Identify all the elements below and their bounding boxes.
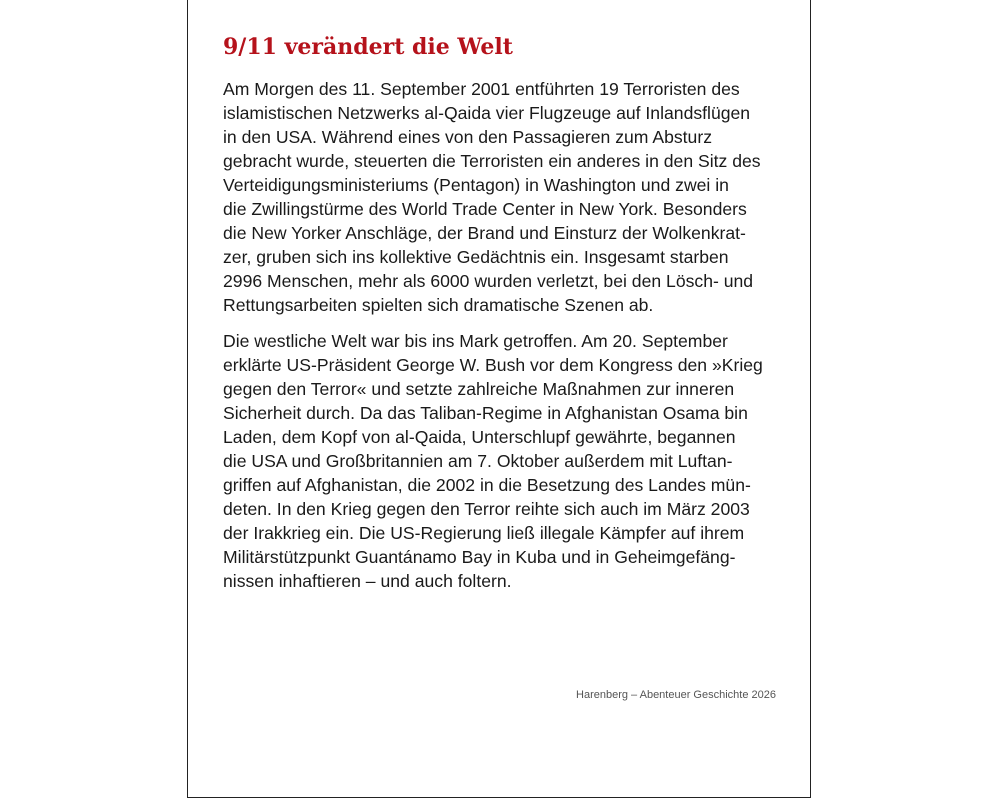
text-line: die Zwillingstürme des World Trade Center in New York. Besonders (223, 199, 747, 219)
page-title: 9/11 verändert die Welt (223, 34, 513, 60)
document-page (187, 0, 811, 798)
text-line: in den USA. Während eines von den Passagieren zum Absturz (223, 127, 712, 147)
text-line: erklärte US-Präsident George W. Bush vor dem Kongress den »Krieg (223, 355, 763, 375)
text-line: Rettungsarbeiten spielten sich dramatische Szenen ab. (223, 295, 654, 315)
text-line: gebracht wurde, steuerten die Terroristen ein anderes in den Sitz des (223, 151, 761, 171)
text-line: Sicherheit durch. Da das Taliban-Regime in Afghanistan Osama bin (223, 403, 748, 423)
text-line: 2996 Menschen, mehr als 6000 wurden verletzt, bei den Lösch- und (223, 271, 754, 291)
text-line: griffen auf Afghanistan, die 2002 in die Besetzung des Landes mün- (223, 475, 751, 495)
article-body (223, 77, 783, 605)
paragraph-1 (223, 77, 783, 317)
text-line: Die westliche Welt war bis ins Mark getroffen. Am 20. September (223, 331, 728, 351)
text-line: Verteidigungsministeriums (Pentagon) in Washington und zwei in (223, 175, 729, 195)
text-line: zer, gruben sich ins kollektive Gedächtnis ein. Insgesamt starben (223, 247, 729, 267)
text-line: Laden, dem Kopf von al-Qaida, Unterschlupf gewährte, begannen (223, 427, 736, 447)
text-line: die USA und Großbritannien am 7. Oktober außerdem mit Luftan- (223, 451, 733, 471)
text-line: die New Yorker Anschläge, der Brand und Einsturz der Wolkenkrat- (223, 223, 746, 243)
text-line: gegen den Terror« und setzte zahlreiche Maßnahmen zur inneren (223, 379, 735, 399)
text-line: islamistischen Netzwerks al-Qaida vier Flugzeuge auf Inlandsflügen (223, 103, 751, 123)
footer-credit: Harenberg – Abenteuer Geschichte 2026 (576, 689, 776, 701)
text-line: nissen inhaftieren – und auch foltern. (223, 571, 512, 591)
text-line: Militärstützpunkt Guantánamo Bay in Kuba und in Geheimgefäng- (223, 547, 736, 567)
paragraph-2 (223, 329, 783, 593)
text-line: deten. In den Krieg gegen den Terror reihte sich auch im März 2003 (223, 499, 750, 519)
text-line: der Irakkrieg ein. Die US-Regierung ließ illegale Kämpfer auf ihrem (223, 523, 745, 543)
text-line: Am Morgen des 11. September 2001 entführten 19 Terroristen des (223, 79, 740, 99)
